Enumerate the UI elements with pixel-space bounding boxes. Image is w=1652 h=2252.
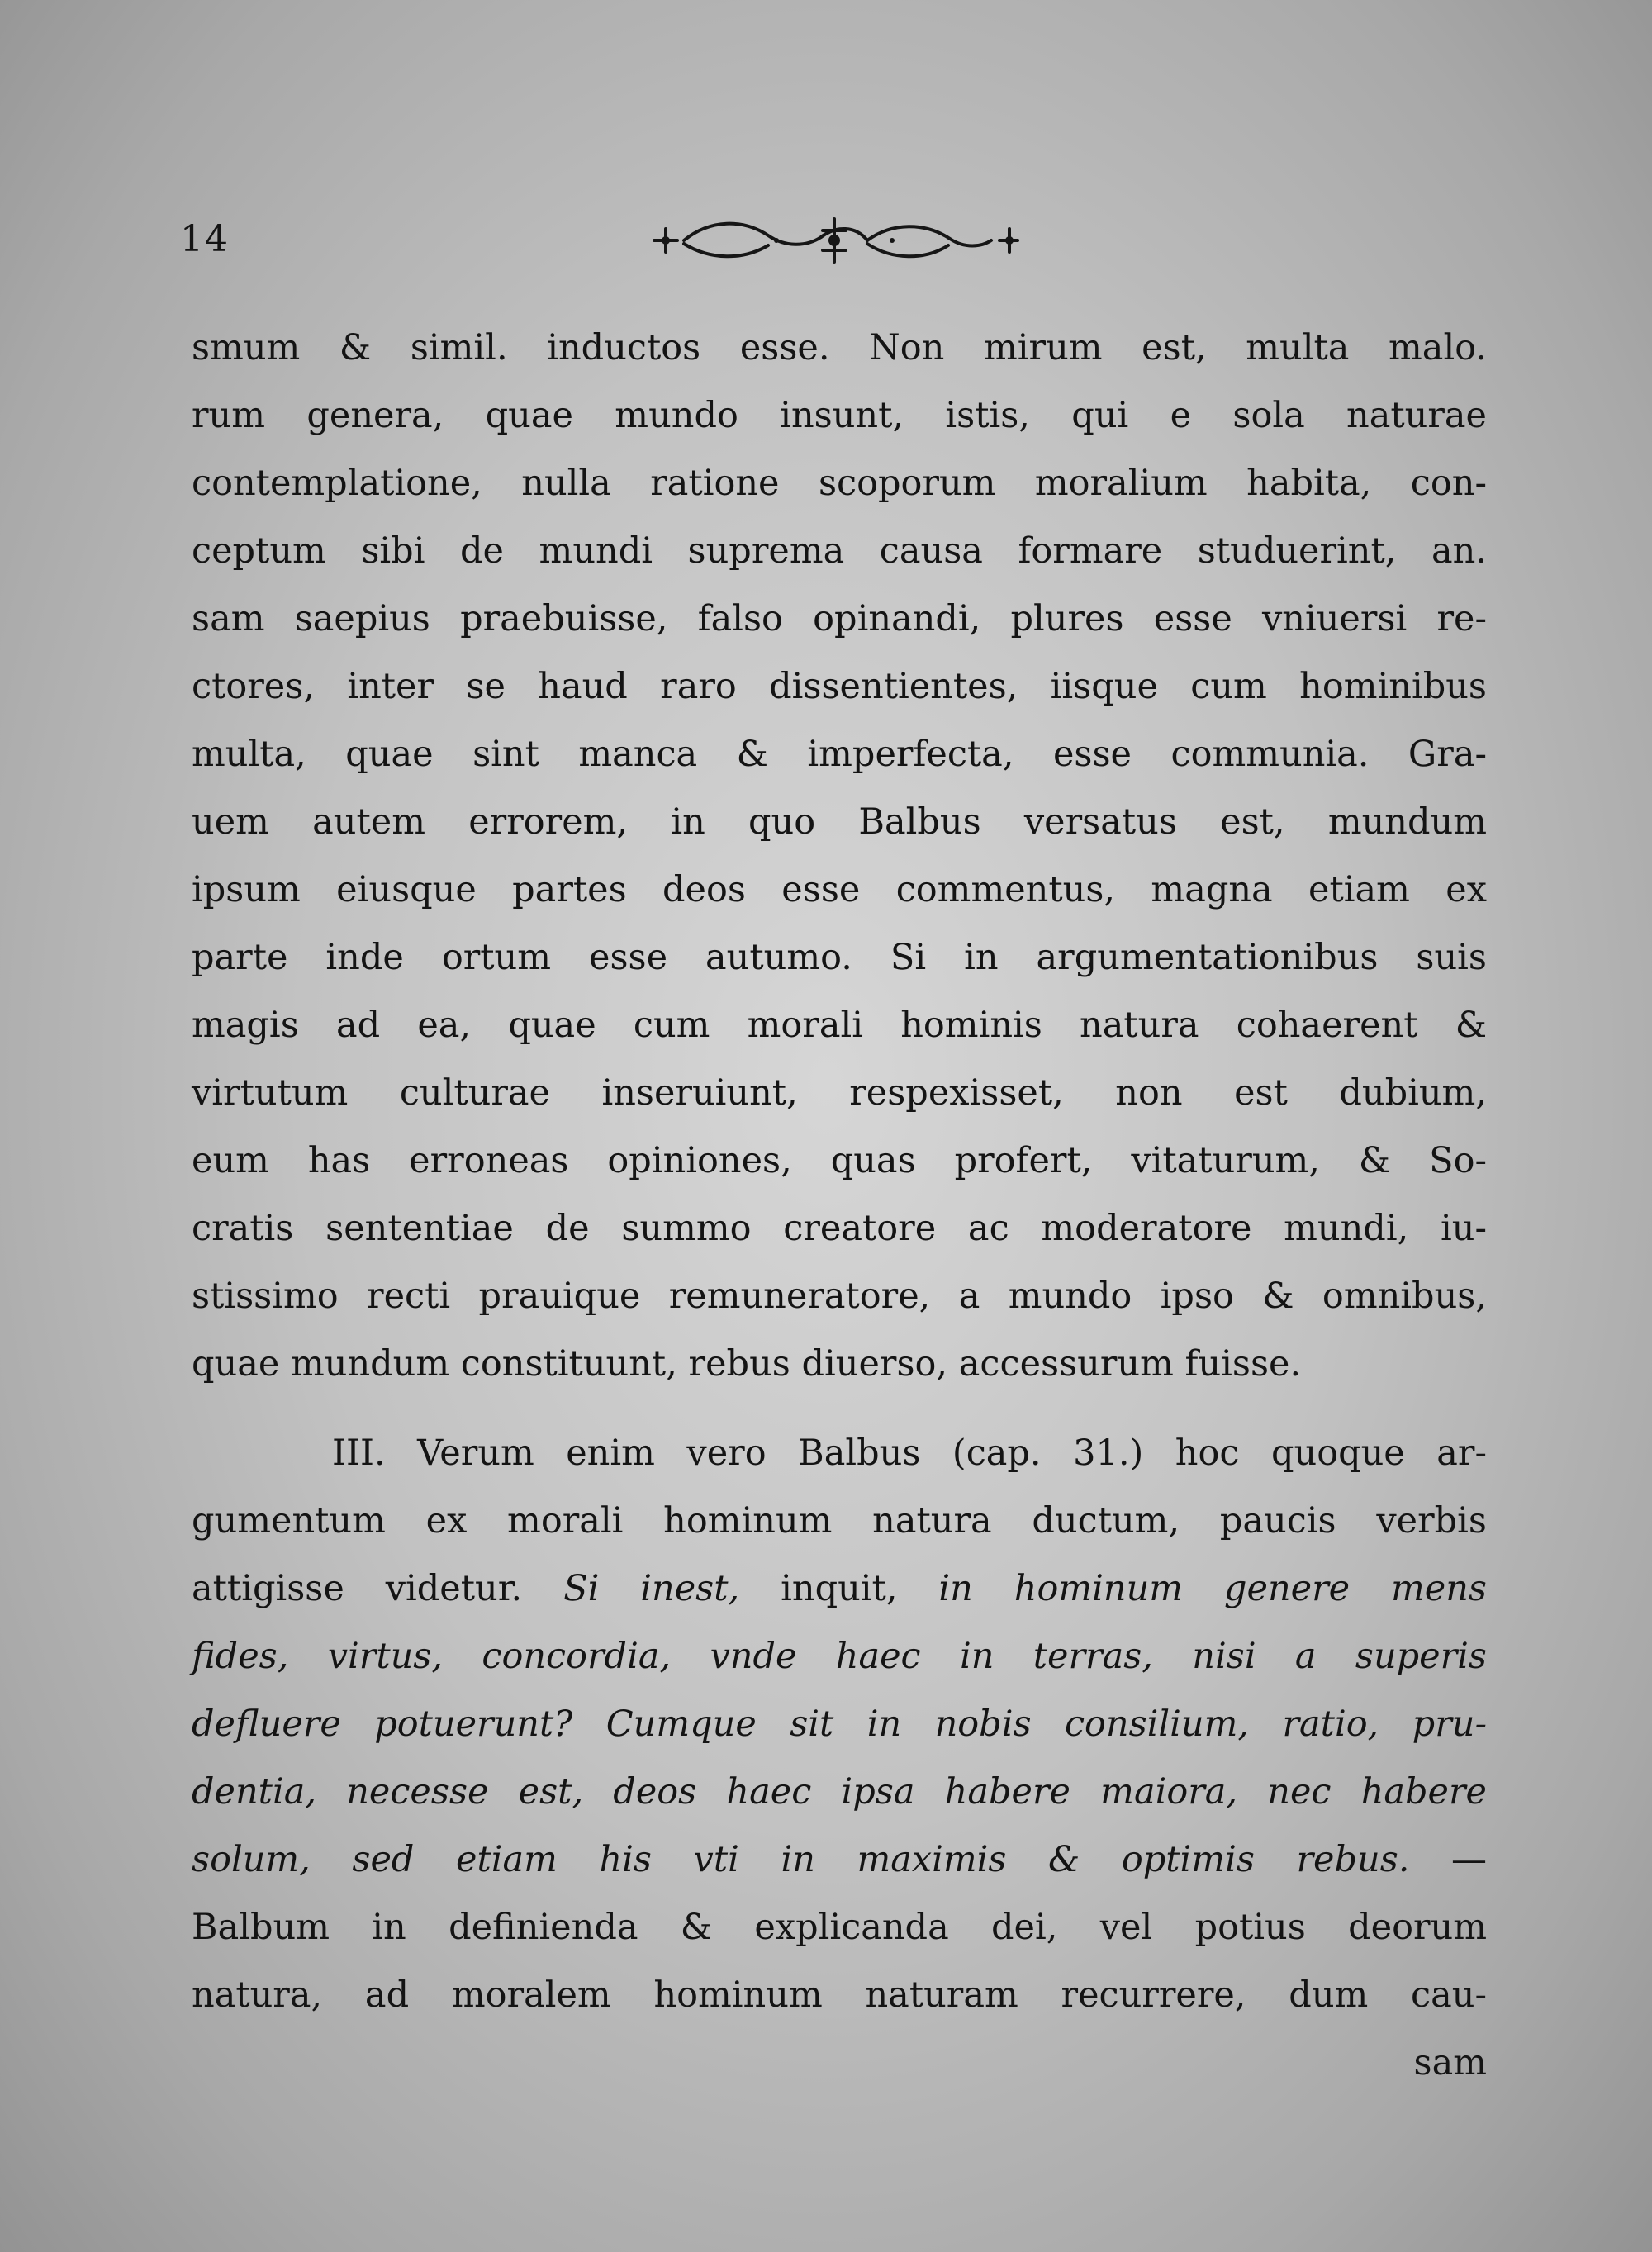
- text-line-mixed: [192, 1555, 1487, 1622]
- text-span: inquit,: [781, 1568, 898, 1609]
- text-line: gumentum ex morali hominum natura ductum, paucis verbis: [192, 1500, 1487, 1542]
- text-line: rum genera, quae mundo insunt, istis, qui e sola naturae: [192, 395, 1487, 436]
- text-line: stissimo recti prauique remuneratore, a mundo ipso & omnibus,: [192, 1276, 1487, 1317]
- text-line: Balbum in definienda & explicanda dei, vel potius deorum: [192, 1907, 1487, 1948]
- dash: —: [1451, 1839, 1488, 1880]
- text-line: virtutum culturae inseruiunt, respexisset, non est dubium,: [192, 1072, 1487, 1114]
- page-number: 14: [180, 218, 230, 260]
- text-line: III. Verum enim vero Balbus (cap. 31.) hoc quoque ar-: [332, 1432, 1487, 1474]
- text-line: sam saepius praebuisse, falso opinandi, plures esse vniuersi re-: [192, 598, 1487, 639]
- text-line: cratis sententiae de summo creatore ac moderatore mundi, iu-: [192, 1208, 1487, 1249]
- paragraph-2: [192, 1419, 1487, 2097]
- italic-quote: solum, sed etiam his vti in maximis & optimis rebus.: [192, 1839, 1410, 1880]
- paragraph-1: [192, 314, 1487, 1398]
- text-line-mixed: [192, 1826, 1487, 1893]
- text-line: natura, ad moralem hominum naturam recurrere, dum cau-: [192, 1974, 1487, 2016]
- text-line: magis ad ea, quae cum morali hominis natura cohaerent &: [192, 1005, 1487, 1046]
- text-line: ctores, inter se haud raro dissentientes, iisque cum hominibus: [192, 666, 1487, 707]
- text-line: ceptum sibi de mundi suprema causa formare studuerint, an.: [192, 530, 1487, 572]
- italic-quote: in hominum genere mens: [938, 1568, 1487, 1609]
- italic-quote-line: fides, virtus, concordia, vnde haec in terras, nisi a superis: [192, 1636, 1487, 1677]
- text-line: parte inde ortum esse autumo. Si in argumentationibus suis: [192, 937, 1487, 978]
- text-line: ipsum eiusque partes deos esse commentus, magna etiam ex: [192, 869, 1487, 910]
- text-line: eum has erroneas opiniones, quas profert, vitaturum, & So-: [192, 1140, 1487, 1181]
- text-line: multa, quae sint manca & imperfecta, esse communia. Gra-: [192, 734, 1487, 775]
- text-line: contemplatione, nulla ratione scoporum moralium habita, con-: [192, 463, 1487, 504]
- ornamental-header-rule: [644, 211, 1024, 268]
- italic-quote-line: defluere potuerunt? Cumque sit in nobis consilium, ratio, pru-: [192, 1703, 1487, 1745]
- catchword: sam: [1413, 2042, 1487, 2083]
- italic-quote-line: dentia, necesse est, deos haec ipsa habere maiora, nec habere: [192, 1771, 1487, 1813]
- italic-quote: Si inest,: [563, 1568, 740, 1609]
- text-line: uem autem errorem, in quo Balbus versatus est, mundum: [192, 801, 1487, 843]
- text-line: smum & simil. inductos esse. Non mirum est, multa malo.: [192, 327, 1487, 368]
- body-text: [192, 314, 1487, 2097]
- text-line: quae mundum constituunt, rebus diuerso, accessurum fuisse.: [192, 1343, 1302, 1385]
- text-span: attigisse videtur.: [192, 1568, 523, 1609]
